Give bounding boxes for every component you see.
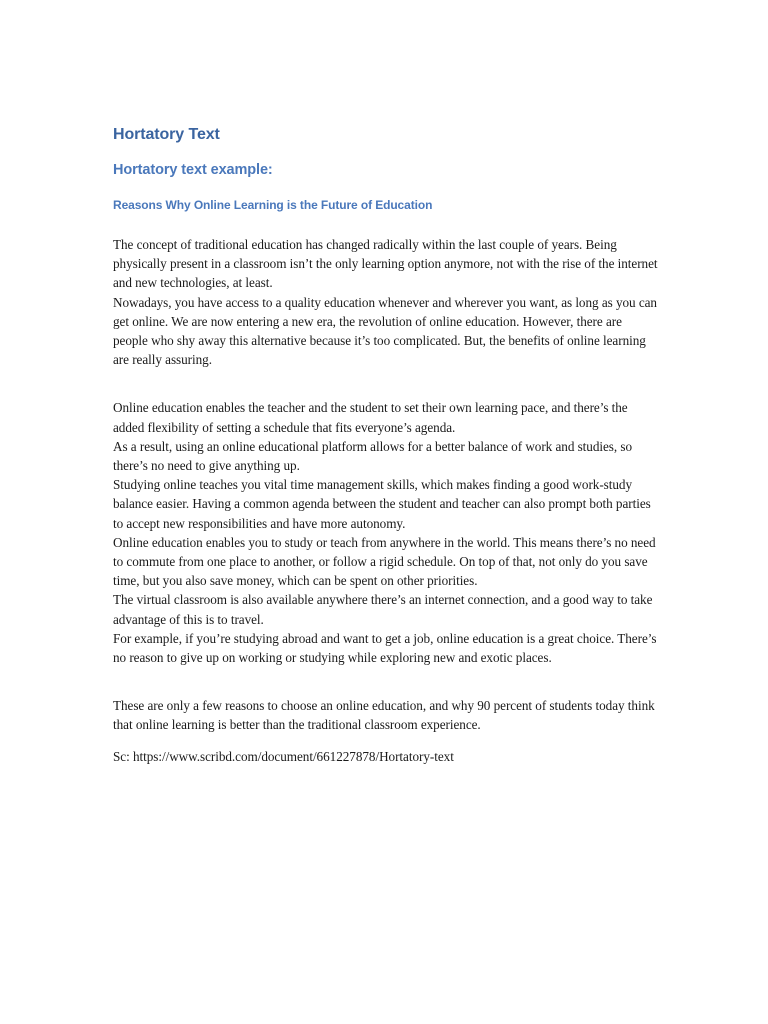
document-subtitle: Hortatory text example:: [113, 162, 273, 178]
document-title: Hortatory Text: [113, 126, 220, 143]
conclusion-paragraph: These are only a few reasons to choose an online education, and why 90 percent of students today think that online learning is better than the traditional classroom experience.: [113, 698, 655, 733]
source-citation: Sc: https://www.scribd.com/document/661227878/Hortatory-text: [113, 748, 454, 764]
paragraph: For example, if you’re studying abroad and want to get a job, online education is a great choice. There’s no reason to give up on working or studying while exploring new and exotic places.: [113, 630, 657, 666]
paragraph: The virtual classroom is also available anywhere there’s an internet connection, and a good way to take advantage of this is to travel.: [113, 592, 653, 627]
paragraph: Online education enables you to study or teach from anywhere in the world. This means there’s no need to commute from one place to another, or follow a rigid schedule. On top of that, not only do you save time, but you also save money, which can be spent on other priorities.: [113, 534, 656, 589]
paragraph: Online education enables the teacher and the student to set their own learning pace, and there’s the added flexibility of setting a schedule that fits everyone’s agenda.: [113, 400, 628, 435]
document-content: [113, 124, 658, 766]
paragraph: The concept of traditional education has changed radically within the last couple of years. Being physically present in a classroom isn’t the only learning option anymore, not with the rise of the internet and new technologies, at least.: [113, 237, 658, 291]
paragraph: Studying online teaches you vital time management skills, which makes finding a good work-study balance easier. Having a common agenda between the student and teacher can also prompt both parties to accept new responsibilities and have more autonomy.: [113, 477, 651, 531]
paragraph: As a result, using an online educational platform allows for a better balance of work and studies, so there’s no need to give anything up.: [113, 438, 633, 474]
essay-title: Reasons Why Online Learning is the Future of Education: [113, 198, 433, 212]
paragraph: Nowadays, you have access to a quality education whenever and wherever you want, as long as you can get online. We are now entering a new era, the revolution of online education. However, there are people who shy away this alternative because it’s too complicated. But, the benefits of online learning are really assuring.: [113, 294, 657, 368]
